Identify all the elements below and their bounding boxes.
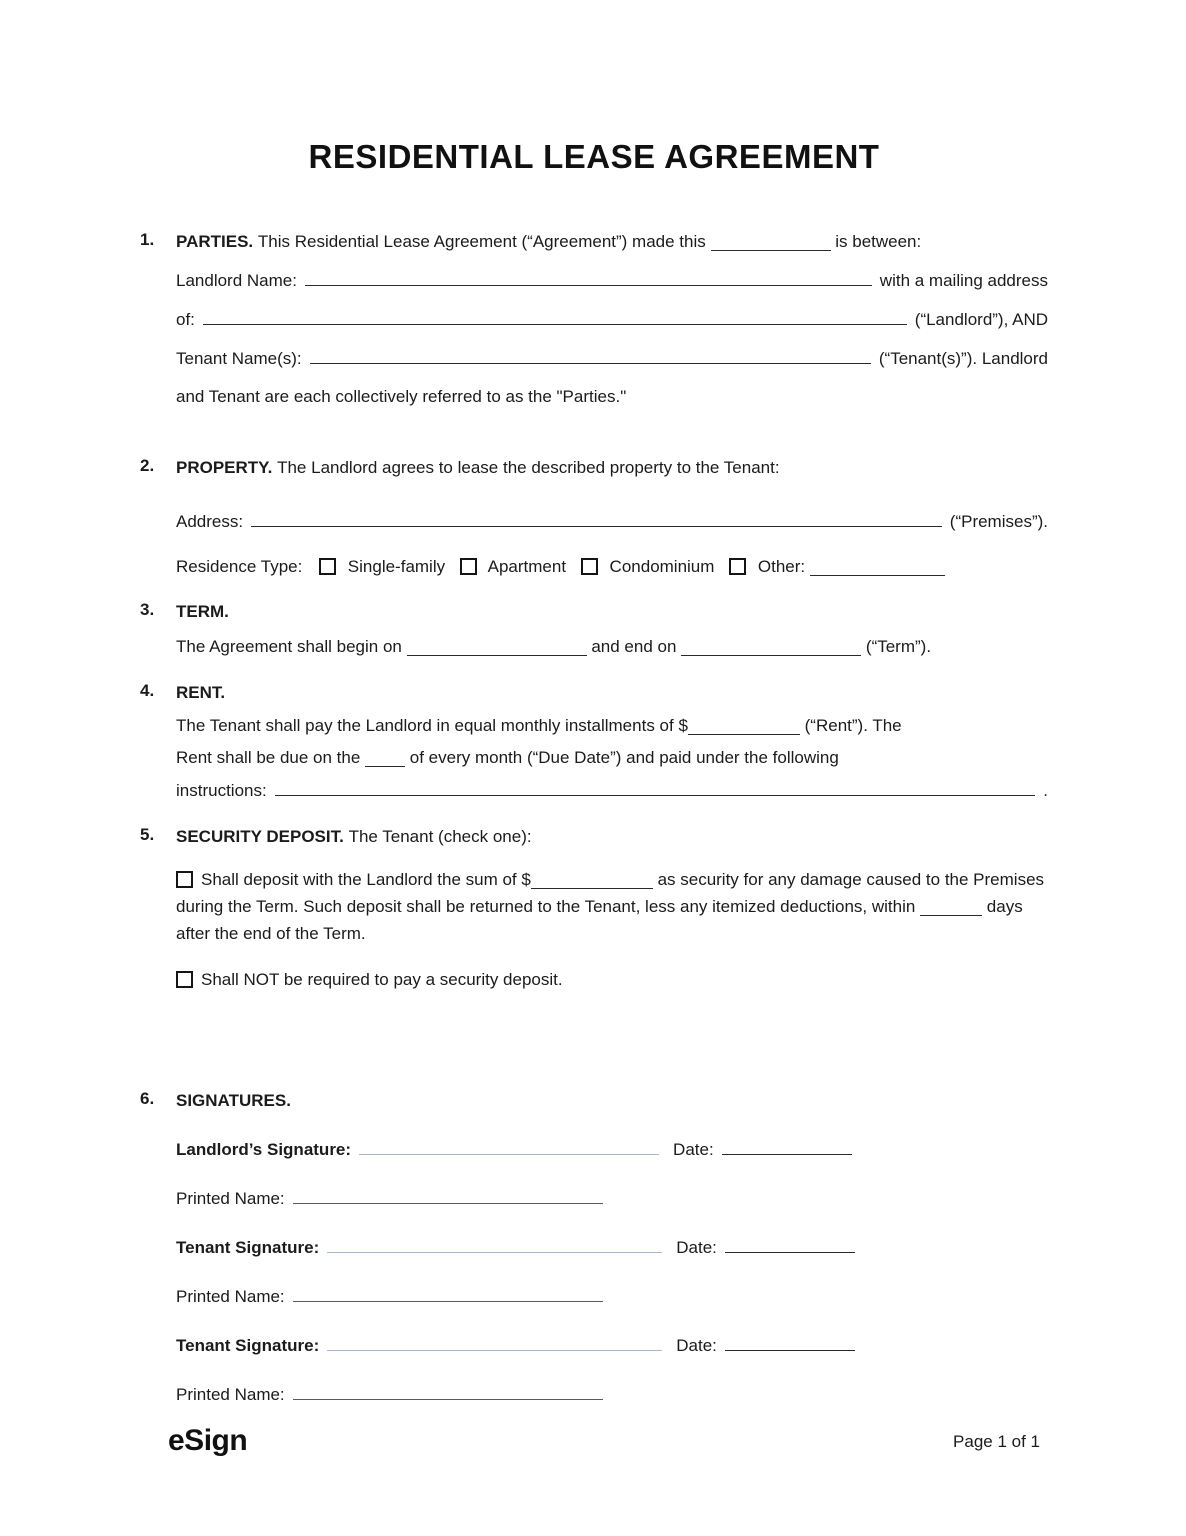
- section-security-deposit: [140, 825, 1048, 991]
- security-intro-line: [176, 825, 1048, 848]
- security-intro: The Tenant (check one):: [348, 827, 532, 846]
- section-parties: [140, 230, 1048, 408]
- deposit-required-checkbox[interactable]: [176, 871, 193, 888]
- apartment-label: Apartment: [487, 557, 567, 576]
- section-term: [140, 600, 1048, 658]
- term-pre: The Agreement shall begin on: [176, 637, 402, 656]
- tenant-printed-name-row-2: [176, 1382, 636, 1406]
- rent-l1-post: (“Rent”). The: [804, 716, 902, 735]
- parties-intro-post: is between:: [835, 232, 922, 251]
- tenant-signature-blank-1[interactable]: [327, 1235, 662, 1253]
- printed-name-label: Printed Name:: [176, 1385, 285, 1404]
- section-heading: RENT.: [176, 683, 226, 702]
- tenant-printed-name-blank-1[interactable]: [293, 1284, 603, 1302]
- rent-l1-pre: The Tenant shall pay the Landlord in equal monthly installments of $: [176, 716, 688, 735]
- rent-line-3: [176, 778, 1048, 802]
- landlord-name-post: with a mailing address: [879, 271, 1048, 290]
- tenant-name-blank[interactable]: [310, 346, 871, 364]
- residence-type-line: [176, 555, 1048, 578]
- condominium-label: Condominium: [609, 557, 715, 576]
- tenant-signature-date-blank-2[interactable]: [725, 1333, 855, 1351]
- section-rent: [140, 681, 1048, 802]
- section-heading: PARTIES.: [176, 232, 258, 251]
- term-post: (“Term”).: [865, 637, 932, 656]
- term-start-blank[interactable]: [407, 638, 587, 656]
- residence-type-label: Residence Type:: [176, 557, 303, 576]
- tenant-signature-blank-2[interactable]: [327, 1333, 662, 1351]
- tenant-signature-row-1: [176, 1235, 1048, 1259]
- section-signatures: [140, 1089, 1048, 1406]
- date-label: Date:: [673, 1140, 714, 1159]
- landlord-signature-date-blank[interactable]: [722, 1137, 852, 1155]
- landlord-name-blank[interactable]: [305, 268, 872, 286]
- parties-closing-line: and Tenant are each collectively referred to as the "Parties.": [176, 387, 627, 406]
- page-number: Page 1 of 1: [953, 1432, 1040, 1451]
- landlord-name-label: Landlord Name:: [176, 271, 297, 290]
- section-heading: PROPERTY.: [176, 458, 278, 477]
- tenant-printed-name-blank-2[interactable]: [293, 1382, 603, 1400]
- opt2-text: Shall NOT be required to pay a security deposit.: [201, 970, 563, 989]
- address-line: [176, 509, 1048, 533]
- tenant-name-post: (“Tenant(s)”). Landlord: [878, 349, 1048, 368]
- landlord-address-blank[interactable]: [203, 307, 907, 325]
- section-number: 2.: [140, 456, 155, 475]
- tenant-signature-label: Tenant Signature:: [176, 1336, 320, 1355]
- deposit-option-2: [176, 968, 1048, 991]
- landlord-printed-name-row: [176, 1186, 636, 1210]
- apartment-checkbox[interactable]: [460, 558, 477, 575]
- no-deposit-checkbox[interactable]: [176, 971, 193, 988]
- tenant-name-line: [176, 346, 1048, 370]
- other-label: Other:: [757, 557, 806, 576]
- rent-line-2: [176, 746, 1048, 769]
- deposit-option-1: [176, 866, 1048, 947]
- landlord-printed-name-blank[interactable]: [293, 1186, 603, 1204]
- page-title: RESIDENTIAL LEASE AGREEMENT: [308, 138, 880, 175]
- date-label: Date:: [676, 1336, 717, 1355]
- section-heading: SIGNATURES.: [176, 1091, 291, 1110]
- tenant-name-label: Tenant Name(s):: [176, 349, 302, 368]
- other-blank[interactable]: [810, 558, 945, 576]
- term-mid: and end on: [591, 637, 677, 656]
- parties-intro-line: [176, 230, 1048, 253]
- of-label: of:: [176, 310, 195, 329]
- opt1-post: days after the end of the Term.: [176, 897, 1023, 943]
- term-line: [176, 635, 1048, 658]
- section-number: 6.: [140, 1089, 155, 1108]
- condominium-checkbox[interactable]: [581, 558, 598, 575]
- section-number: 1.: [140, 230, 155, 249]
- section-heading: TERM.: [176, 602, 229, 621]
- landlord-signature-blank[interactable]: [359, 1137, 659, 1155]
- address-blank[interactable]: [251, 509, 942, 527]
- due-day-blank[interactable]: [365, 749, 405, 767]
- opt1-pre: Shall deposit with the Landlord the sum of $: [201, 870, 531, 889]
- landlord-address-line: [176, 307, 1048, 331]
- landlord-signature-row: [176, 1137, 1048, 1161]
- printed-name-label: Printed Name:: [176, 1287, 285, 1306]
- landlord-name-line: [176, 268, 1048, 292]
- of-post: (“Landlord”), AND: [914, 310, 1048, 329]
- address-post: (“Premises”).: [949, 512, 1048, 531]
- section-number: 5.: [140, 825, 155, 844]
- made-this-blank[interactable]: [711, 233, 831, 251]
- esign-logo: eSign: [168, 1424, 248, 1457]
- section-number: 4.: [140, 681, 155, 700]
- single-family-checkbox[interactable]: [319, 558, 336, 575]
- instructions-label: instructions:: [176, 781, 267, 800]
- property-intro: The Landlord agrees to lease the described property to the Tenant:: [277, 458, 780, 477]
- date-label: Date:: [676, 1238, 717, 1257]
- rent-line-1: [176, 714, 1048, 737]
- section-heading: SECURITY DEPOSIT.: [176, 827, 349, 846]
- section-number: 3.: [140, 600, 155, 619]
- address-label: Address:: [176, 512, 244, 531]
- tenant-signature-label: Tenant Signature:: [176, 1238, 320, 1257]
- opt1-mid: as security for any damage caused to the Premises during the Term. Such deposit shall be returned to the Tenant, less any itemized deductions, within: [176, 870, 1045, 916]
- instructions-blank[interactable]: [275, 778, 1036, 796]
- landlord-signature-label: Landlord’s Signature:: [176, 1140, 352, 1159]
- single-family-label: Single-family: [347, 557, 446, 576]
- term-end-blank[interactable]: [681, 638, 861, 656]
- rent-l2-pre: Rent shall be due on the: [176, 748, 361, 767]
- property-intro-line: [176, 456, 1048, 479]
- rent-amount-blank[interactable]: [688, 717, 800, 735]
- other-checkbox[interactable]: [729, 558, 746, 575]
- deposit-days-blank[interactable]: [920, 898, 982, 916]
- section-property: [140, 456, 1048, 578]
- tenant-signature-row-2: [176, 1333, 1048, 1357]
- parties-intro-pre: This Residential Lease Agreement (“Agreement”) made this: [257, 232, 706, 251]
- tenant-signature-date-blank-1[interactable]: [725, 1235, 855, 1253]
- rent-l3-post: .: [1043, 781, 1048, 800]
- rent-l2-post: of every month (“Due Date”) and paid under the following: [409, 748, 839, 767]
- deposit-amount-blank[interactable]: [531, 871, 653, 889]
- printed-name-label: Printed Name:: [176, 1189, 285, 1208]
- tenant-printed-name-row-1: [176, 1284, 636, 1308]
